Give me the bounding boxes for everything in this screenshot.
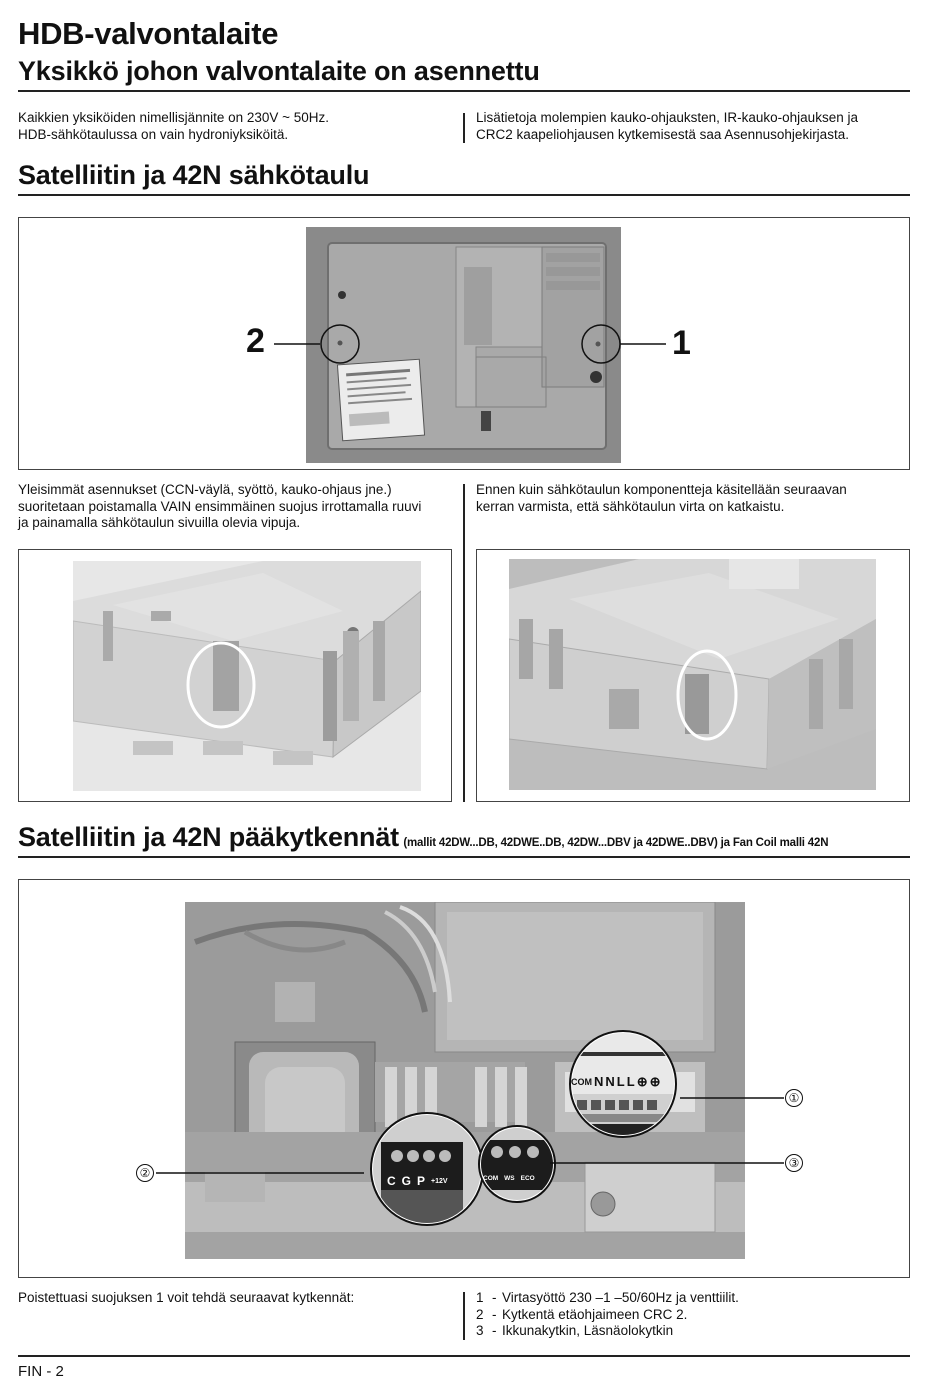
terminal-label: COM [483, 1175, 499, 1182]
text-line: Ennen kuin sähkötaulun komponentteja käsitellään seuraavan [476, 482, 847, 497]
text-line: Yleisimmät asennukset (CCN-väylä, syöttö, kauko-ohjaus jne.) [18, 482, 392, 497]
column-divider [463, 1292, 465, 1340]
list-text: Kytkentä etäohjaimeen CRC 2. [502, 1306, 688, 1322]
list-text: Virtasyöttö 230 –1 –50/60Hz ja venttiilit. [502, 1290, 739, 1305]
divider [18, 90, 910, 92]
terminal-label: ⊕ [649, 1074, 661, 1089]
list-number: 2 [476, 1306, 484, 1322]
terminal-label: L [626, 1074, 635, 1089]
page-title: HDB-valvontalaite [18, 16, 279, 51]
list-item: 3 - Ikkunakytkin, Läsnäolokytkin [476, 1323, 674, 1338]
terminal-label: ECO [520, 1175, 535, 1182]
callout-2: 2 [246, 322, 265, 360]
intro-right [476, 110, 916, 143]
terminal-label: COM [571, 1077, 592, 1087]
section-title-row [18, 822, 828, 853]
connection-list [476, 1290, 739, 1340]
callout-2: ② [136, 1164, 154, 1182]
terminal-label: C [387, 1174, 396, 1188]
list-item: 1 - Virtasyöttö 230 –1 –50/60Hz ja venttiilit. [476, 1290, 739, 1305]
text-right [476, 482, 916, 515]
terminal-label: L [616, 1074, 625, 1089]
terminal-label: N [605, 1074, 615, 1089]
text-line: HDB-sähkötaulussa on vain hydroniyksiköitä. [18, 126, 289, 142]
callout-1: 1 [672, 324, 691, 362]
text-line: CRC2 kaapeliohjausen kytkemisestä saa Asennusohjekirjasta. [476, 126, 849, 142]
text-line: suoritetaan poistamalla VAIN ensimmäinen suojus irrottamalla ruuvi [18, 498, 422, 514]
lever-photo-left [73, 561, 421, 791]
terminal-label: N [594, 1074, 604, 1089]
terminal-label: ⊕ [636, 1074, 648, 1089]
terminal-label: P [417, 1174, 426, 1188]
list-item: 2 - Kytkentä etäohjaimeen CRC 2. [476, 1306, 688, 1322]
page-subtitle: Yksikkö johon valvontalaite on asennettu [18, 56, 540, 86]
callout-1: ① [785, 1089, 803, 1107]
section-title: Satelliitin ja 42N pääkytkennät [18, 822, 399, 852]
text-line: kerran varmista, että sähkötaulun virta on katkaistu. [476, 498, 785, 514]
divider [18, 856, 910, 858]
callout-lines [270, 320, 670, 370]
text-line: Kaikkien yksiköiden nimellisjännite on 230V ~ 50Hz. [18, 110, 330, 125]
intro-left [18, 110, 448, 143]
callout-3: ③ [785, 1154, 803, 1172]
column-divider [463, 484, 465, 802]
list-text: Ikkunakytkin, Läsnäolokytkin [502, 1323, 674, 1338]
lever-photo-right [509, 559, 876, 790]
bottom-left-text: Poistettuasi suojuksen 1 voit tehdä seuraavat kytkennät: [18, 1290, 355, 1305]
text-left [18, 482, 458, 532]
page-number: FIN - 2 [18, 1363, 64, 1380]
footer-divider [18, 1355, 910, 1357]
text-line: Lisätietoja molempien kauko-ohjauksten, IR-kauko-ohjauksen ja [476, 110, 858, 125]
wiring-callout-lines [140, 1080, 820, 1190]
divider [18, 194, 910, 196]
list-number: 3 [476, 1323, 484, 1338]
section-title: Satelliitin ja 42N sähkötaulu [18, 160, 370, 190]
text-line: ja painamalla sähkötaulun sivuilla olevia vipuja. [18, 515, 301, 530]
terminal-label: G [401, 1174, 412, 1188]
list-number: 1 [476, 1290, 484, 1305]
column-divider [463, 113, 465, 143]
terminal-label: +12V [431, 1178, 448, 1185]
terminal-label: WS [504, 1175, 515, 1182]
section-title-models: (mallit 42DW...DB, 42DWE..DB, 42DW...DBV ja 42DWE..DBV) ja Fan Coil malli 42N [403, 837, 829, 849]
